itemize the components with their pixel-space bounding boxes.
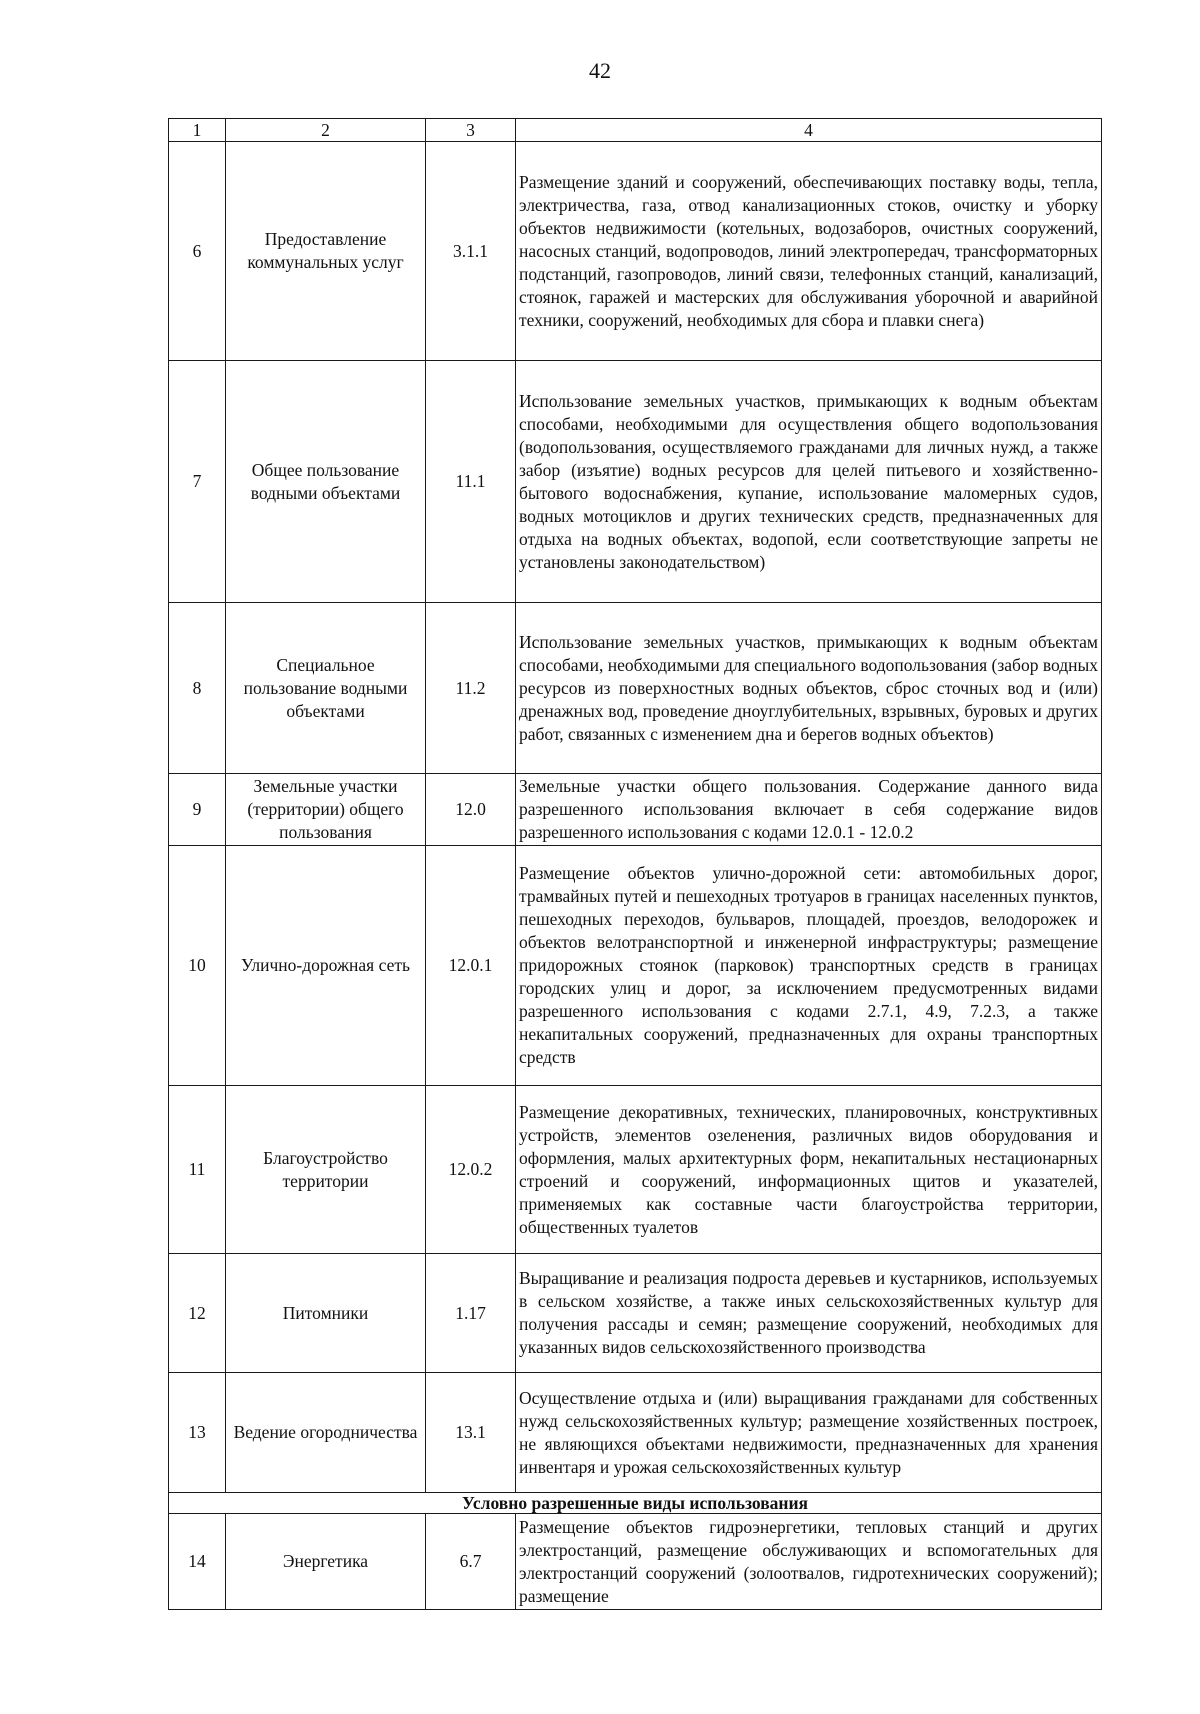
use-type-name: Питомники xyxy=(226,1254,426,1373)
page-number: 42 xyxy=(589,58,611,83)
use-type-name: Благоустройство территории xyxy=(226,1086,426,1254)
use-type-description: Выращивание и реализация подроста деревьев и кустарников, используемых в сельском хозяйстве, а также иных сельскохозяйственных культур для получения рассады и семян; размещение сооружений, необходимых для указанных видов сельскохозяйственного производства xyxy=(516,1254,1102,1373)
table-row xyxy=(169,1514,1102,1610)
use-type-description: Использование земельных участков, примыкающих к водным объектам способами, необходимыми для осуществления общего водопользования (водопользования, осуществляемого гражданами для личных нужд, а также забор (изъятие) водных ресурсов для целей питьевого и хозяйственно-бытового водоснабжения, купание, использование маломерных судов, водных мотоциклов и других технических средств, предназначенных для отдыха на водных объектах, водопой, если соответствующие запреты не установлены законодательством) xyxy=(516,361,1102,603)
table-row xyxy=(169,1373,1102,1493)
use-type-description: Размещение объектов улично-дорожной сети: автомобильных дорог, трамвайных путей и пешеходных тротуаров в границах населенных пунктов, пешеходных переходов, бульваров, площадей, проездов, велодорожек и объектов велотранспортной и инженерной инфраструктуры; размещение придорожных стоянок (парковок) транспортных средств в границах городских улиц и дорог, за исключением предусмотренных видами разрешенного использования с кодами 2.7.1, 4.9, 7.2.3, а также некапитальных сооружений, предназначенных для охраны транспортных средств xyxy=(516,846,1102,1086)
header-cell-2: 2 xyxy=(226,119,426,142)
table-row xyxy=(169,603,1102,774)
section-header-row xyxy=(169,1493,1102,1514)
use-type-code: 6.7 xyxy=(426,1514,516,1610)
table-row xyxy=(169,361,1102,603)
use-type-description: Земельные участки общего пользования. Содержание данного вида разрешенного использования включает в себя содержание видов разрешенного использования с кодами 12.0.1 - 12.0.2 xyxy=(516,774,1102,846)
use-type-code: 11.2 xyxy=(426,603,516,774)
table-row xyxy=(169,1254,1102,1373)
row-number: 11 xyxy=(169,1086,226,1254)
use-type-code: 12.0 xyxy=(426,774,516,846)
use-type-name: Ведение огородничества xyxy=(226,1373,426,1493)
use-type-name: Улично-дорожная сеть xyxy=(226,846,426,1086)
header-cell-1: 1 xyxy=(169,119,226,142)
use-type-description: Размещение декоративных, технических, планировочных, конструктивных устройств, элементов озеленения, различных видов оборудования и оформления, малых архитектурных форм, некапитальных нестационарных строений и сооружений, информационных щитов и указателей, применяемых как составные части благоустройства территории, общественных туалетов xyxy=(516,1086,1102,1254)
land-use-table xyxy=(168,118,1102,1610)
use-type-description: Использование земельных участков, примыкающих к водным объектам способами, необходимыми для специального водопользования (забор водных ресурсов из поверхностных водных объектов, сброс сточных вод и (или) дренажных вод, проведение дноуглубительных, взрывных, буровых и других работ, связанных с изменением дна и берегов водных объектов) xyxy=(516,603,1102,774)
use-type-description: Размещение объектов гидроэнергетики, тепловых станций и других электростанций, размещение обслуживающих и вспомогательных для электростанций сооружений (золоотвалов, гидротехнических сооружений); размещение xyxy=(516,1514,1102,1610)
table-header-row xyxy=(169,119,1102,142)
use-type-name: Земельные участки (территории) общего пользования xyxy=(226,774,426,846)
use-type-description: Осуществление отдыха и (или) выращивания гражданами для собственных нужд сельскохозяйственных культур; размещение хозяйственных построек, не являющихся объектами недвижимости, предназначенных для хранения инвентаря и урожая сельскохозяйственных культур xyxy=(516,1373,1102,1493)
row-number: 13 xyxy=(169,1373,226,1493)
row-number: 8 xyxy=(169,603,226,774)
row-number: 7 xyxy=(169,361,226,603)
table-row xyxy=(169,1086,1102,1254)
use-type-name: Специальное пользование водными объектами xyxy=(226,603,426,774)
table-row xyxy=(169,142,1102,361)
table-row xyxy=(169,774,1102,846)
use-type-name: Общее пользование водными объектами xyxy=(226,361,426,603)
use-type-code: 3.1.1 xyxy=(426,142,516,361)
row-number: 9 xyxy=(169,774,226,846)
use-type-name: Энергетика xyxy=(226,1514,426,1610)
row-number: 10 xyxy=(169,846,226,1086)
use-type-description: Размещение зданий и сооружений, обеспечивающих поставку воды, тепла, электричества, газа, отвод канализационных стоков, очистку и уборку объектов недвижимости (котельных, водозаборов, очистных сооружений, насосных станций, водопроводов, линий электропередач, трансформаторных подстанций, газопроводов, линий связи, телефонных станций, канализаций, стоянок, гаражей и мастерских для обслуживания уборочной и аварийной техники, сооружений, необходимых для сбора и плавки снега) xyxy=(516,142,1102,361)
use-type-name: Предоставление коммунальных услуг xyxy=(226,142,426,361)
table-row xyxy=(169,846,1102,1086)
row-number: 6 xyxy=(169,142,226,361)
use-type-code: 11.1 xyxy=(426,361,516,603)
section-title: Условно разрешенные виды использования xyxy=(169,1493,1102,1514)
use-type-code: 13.1 xyxy=(426,1373,516,1493)
row-number: 12 xyxy=(169,1254,226,1373)
header-cell-3: 3 xyxy=(426,119,516,142)
use-type-code: 12.0.2 xyxy=(426,1086,516,1254)
use-type-code: 1.17 xyxy=(426,1254,516,1373)
row-number: 14 xyxy=(169,1514,226,1610)
header-cell-4: 4 xyxy=(516,119,1102,142)
use-type-code: 12.0.1 xyxy=(426,846,516,1086)
